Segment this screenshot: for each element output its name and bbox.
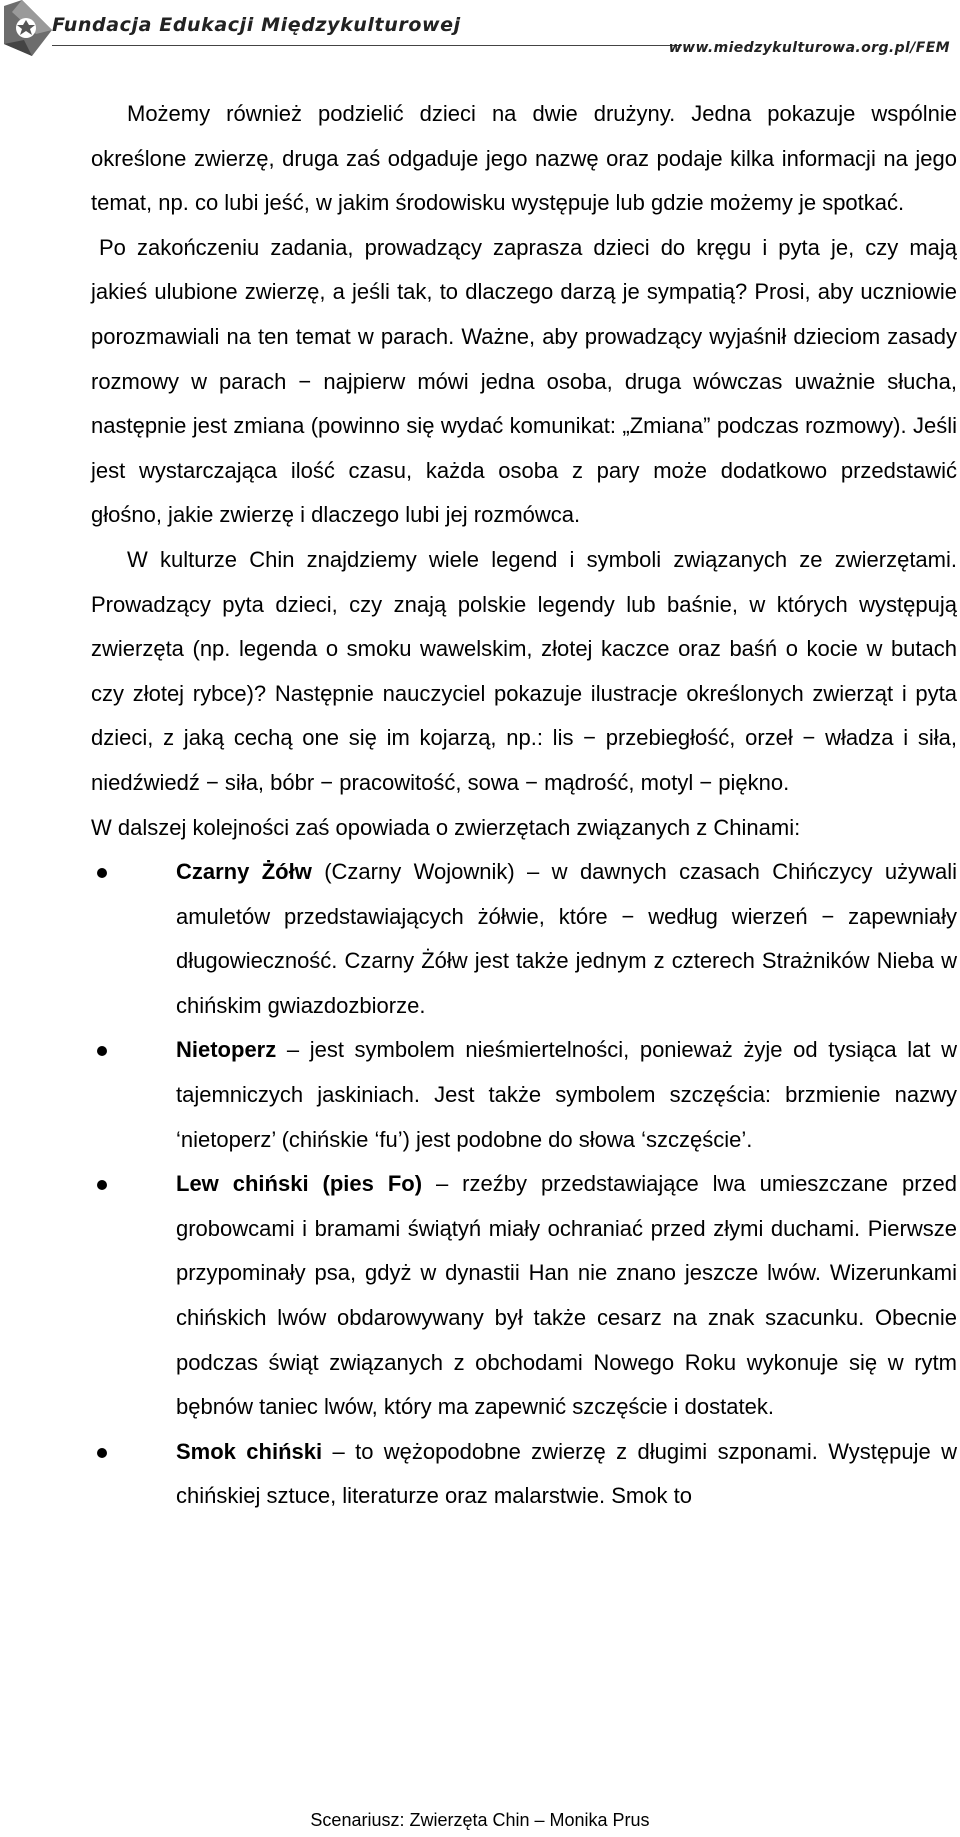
list-item-text: – jest symbolem nieśmiertelności, ponieważ żyje od tysiąca lat w tajemniczych jaskiniach. Jest także symbolem szczęścia: brzmienie nazwy ‘nietoperz’ (chińskie ‘fu’) jest podobne do słowa ‘szczęście’. <box>176 1037 957 1152</box>
list-item <box>91 850 957 1028</box>
document-body <box>91 92 957 1519</box>
list-item <box>91 1162 957 1430</box>
paragraph-teams: Możemy również podzielić dzieci na dwie drużyny. Jedna pokazuje wspólnie określone zwierzę, druga zaś odgaduje jego nazwę oraz podaje kilka informacji na jego temat, np. co lubi jeść, w jakim środowisku występuje lub gdzie możemy je spotkać. <box>91 101 957 216</box>
list-item-text: – rzeźby przedstawiające lwa umieszczane przed grobowcami i bramami świątyń miały ochraniać przed złymi duchami. Pierwsze przypominały psa, gdyż w dynastii Han nie znano jeszcze lwów. Wizerunkami chińskich lwów obdarowywany był także cesarz na znak szacunku. Obecnie podczas świąt związanych z obchodami Nowego Roku wykonuje się w rytm bębnów taniec lwów, który ma zapewnić szczęście i dostatek. <box>176 1171 958 1420</box>
list-item <box>91 1028 957 1162</box>
list-item-term: Smok chiński <box>176 1438 323 1464</box>
list-item-term: Czarny Żółw <box>176 859 312 885</box>
paragraph-legends: W kulturze Chin znajdziemy wiele legend i symboli związanych ze zwierzętami. Prowadzący pyta dzieci, czy znają polskie legendy lub baśnie, w których występują zwierzęta (np. legenda o smoku wawelskim, złotej kaczce oraz baśń o kocie w butach czy złotej rybce)? Następnie nauczyciel pokazuje ilustracje określonych zwierząt i pyta dzieci, z jaką cechą one się im kojarzą, np.: lis − przebiegłość, orzeł − władza i siła, niedźwiedź − siła, bóbr − pracowitość, sowa − mądrość, motyl − piękno. <box>91 546 957 795</box>
bullet-icon <box>97 1180 107 1190</box>
organization-url: www.miedzykulturowa.org.pl/FEM <box>668 40 950 56</box>
list-item-text: – to wężopodobne zwierzę z długimi szponami. Występuje w chińskiej sztuce, literaturze oraz malarstwie. Smok to <box>176 1438 957 1509</box>
list-item <box>91 1430 957 1519</box>
fem-logo-icon <box>2 0 54 58</box>
page-header <box>0 0 960 62</box>
bullet-icon <box>97 1448 107 1458</box>
animal-list <box>91 850 957 1519</box>
bullet-icon <box>97 1046 107 1056</box>
bullet-icon <box>97 868 107 878</box>
page-footer: Scenariusz: Zwierzęta Chin – Monika Prus <box>310 1810 650 1830</box>
paragraph-intro-animals: W dalszej kolejności zaś opowiada o zwierzętach związanych z Chinami: <box>91 814 801 840</box>
paragraph-circle: Po zakończeniu zadania, prowadzący zaprasza dzieci do kręgu i pyta je, czy mają jakieś ulubione zwierzę, a jeśli tak, to dlaczego darzą je sympatią? Prosi, aby uczniowie porozmawiali na ten temat w parach. Ważne, aby prowadzący wyjaśnił dzieciom zasady rozmowy w parach − najpierw mówi jedna osoba, druga wówczas uważnie słucha, następnie jest zmiana (powinno się wydać komunikat: „Zmiana” podczas rozmowy). Jeśli jest wystarczająca ilość czasu, każda osoba z pary może dodatkowo przedstawić głośno, jakie zwierzę i dlaczego lubi jej rozmówca. <box>91 234 957 528</box>
organization-name: Fundacja Edukacji Międzykulturowej <box>52 14 461 36</box>
header-rule <box>52 45 682 46</box>
list-item-term: Nietoperz <box>176 1037 277 1063</box>
list-item-term: Lew chiński (pies Fo) <box>176 1171 423 1197</box>
list-item-text: (Czarny Wojownik) – w dawnych czasach Chińczycy używali amuletów przedstawiających żółwie, które − według wierzeń − zapewniały długowieczność. Czarny Żółw jest także jednym z czterech Strażników Nieba w chińskim gwiazdozbiorze. <box>176 859 957 1018</box>
